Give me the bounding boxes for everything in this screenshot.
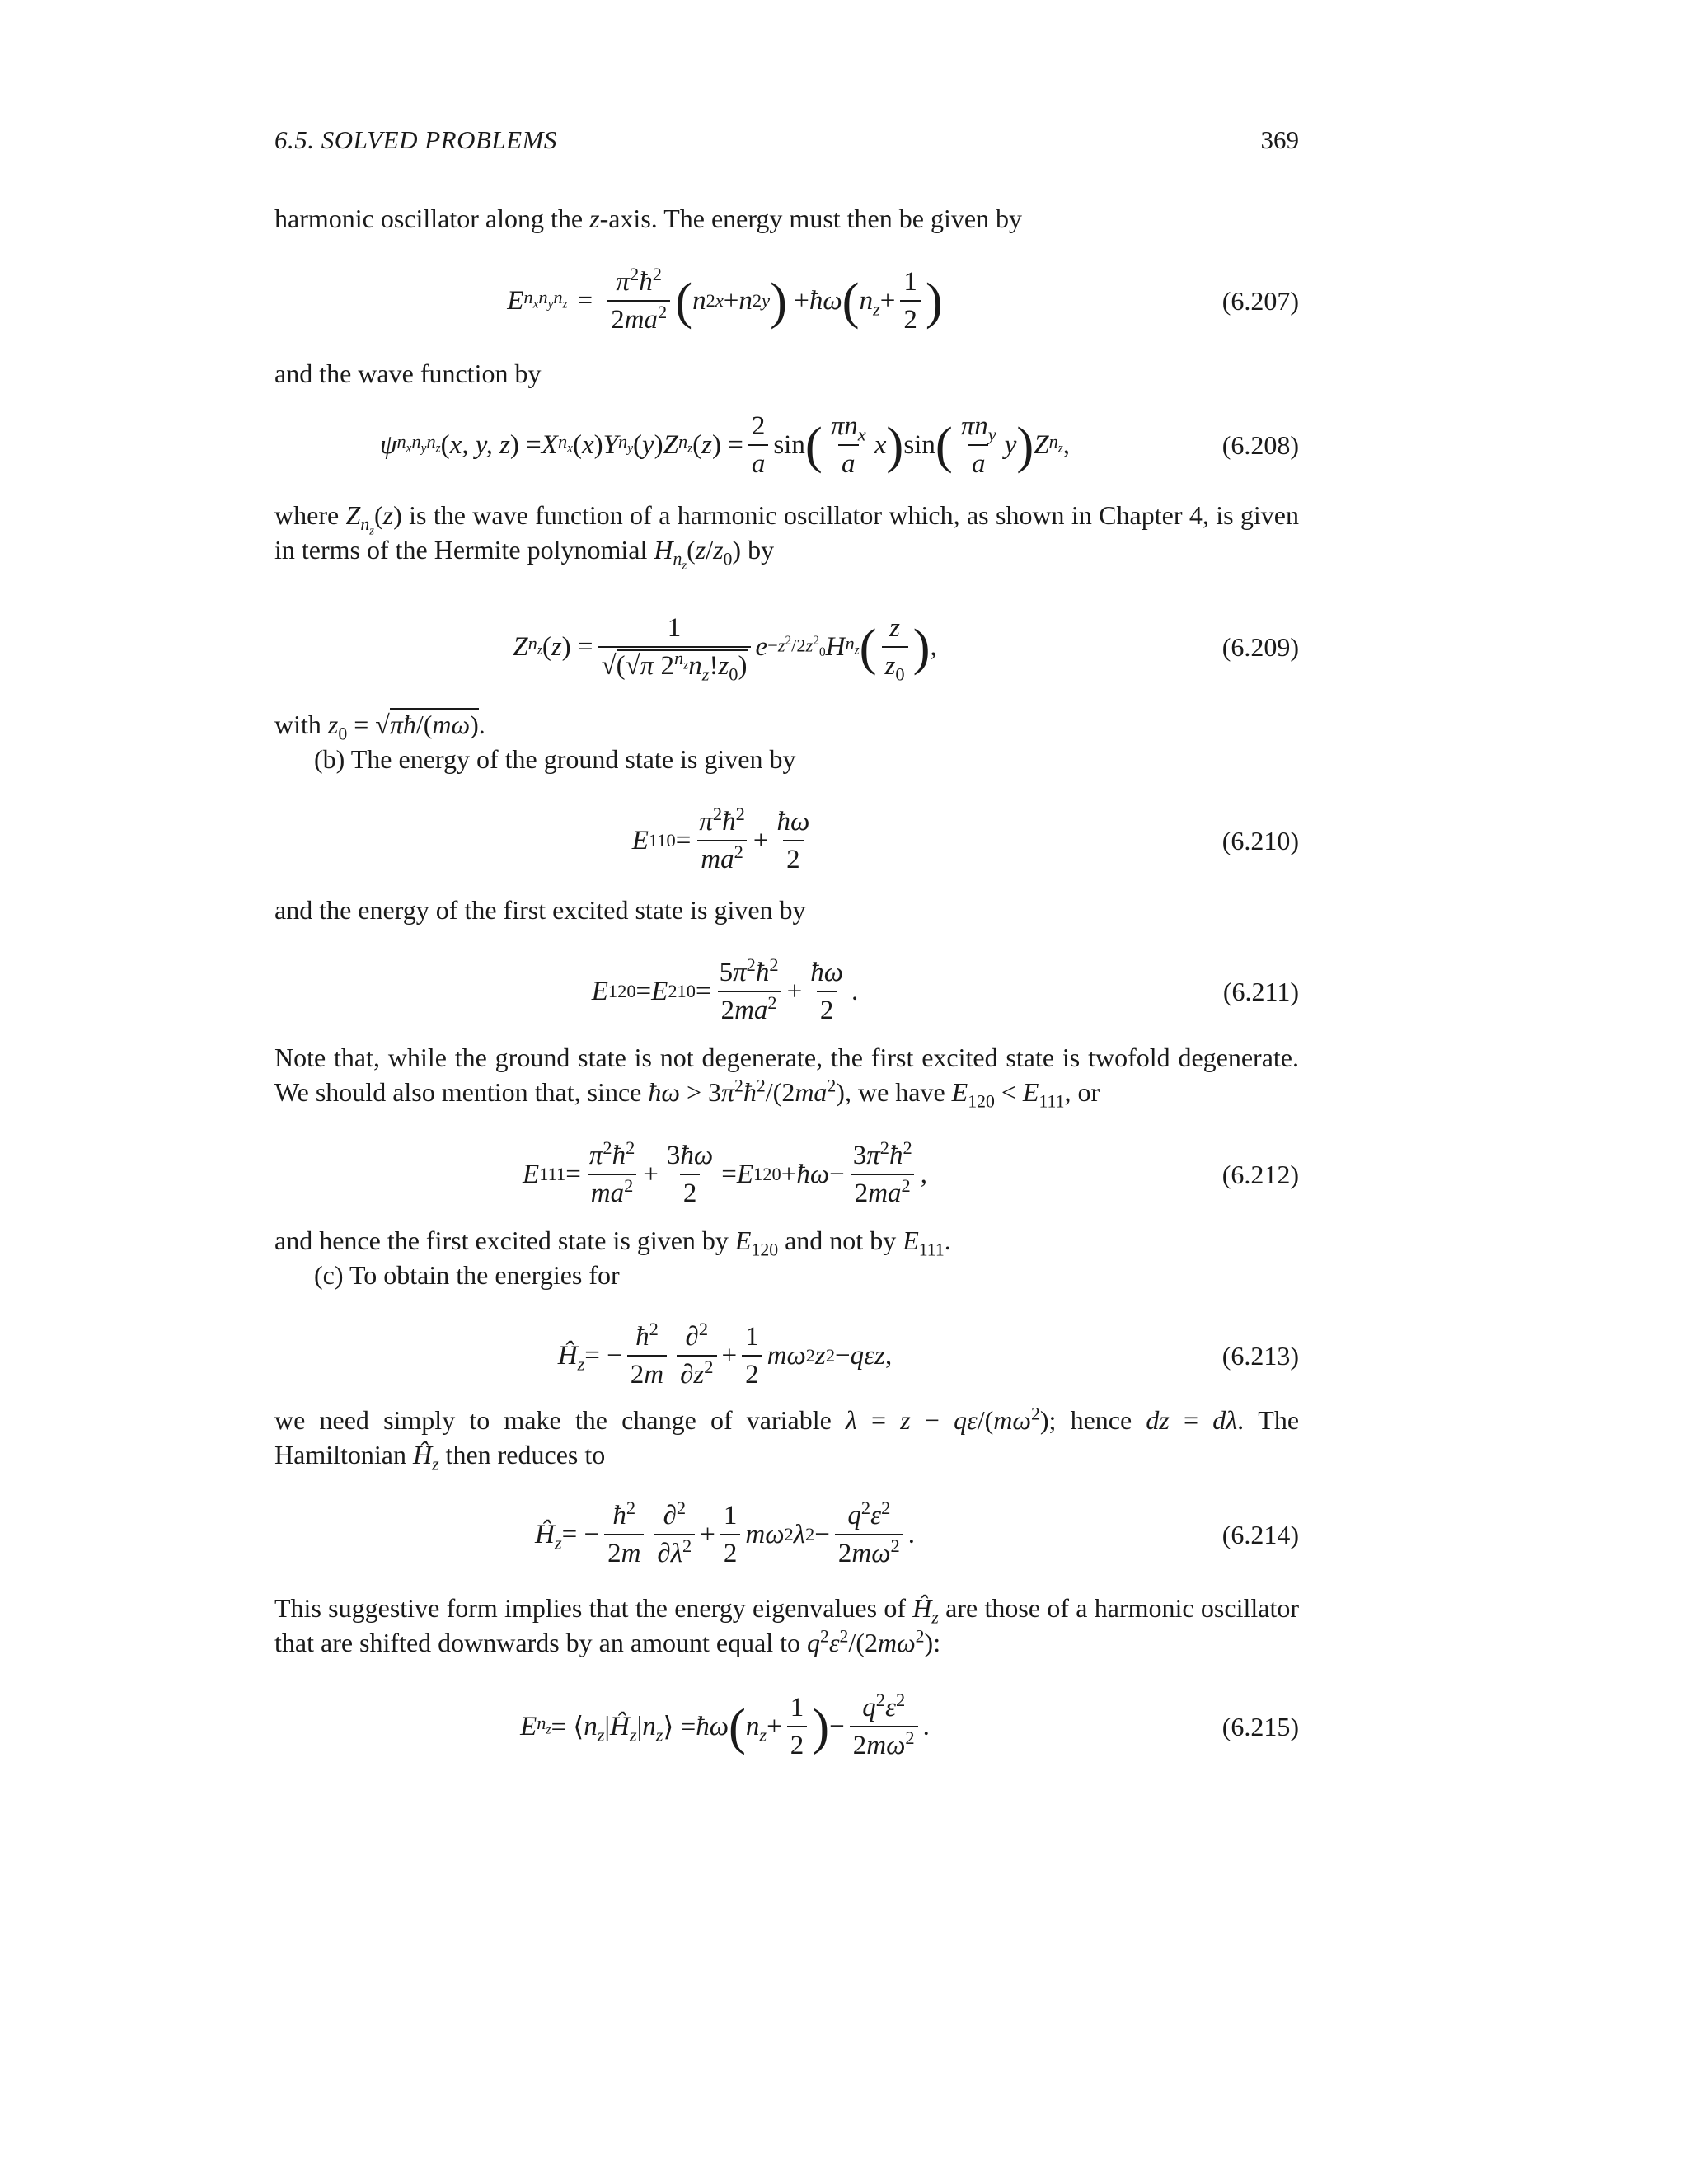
equation-6-214 xyxy=(274,1489,1299,1580)
running-header xyxy=(274,125,1299,162)
paragraph-9: (c) To obtain the energies for xyxy=(314,1260,620,1290)
page-number: 369 xyxy=(1260,125,1299,154)
equation-number: (6.210) xyxy=(1221,825,1299,855)
equation-6-208 xyxy=(274,404,1299,486)
equation-body: ψ $n_xn_yn_z$ ( x, y, z ) = X $n_x$ ( x ) Y $n_y$ ( y ) Z $n_z$ ( z ) = $\frac{2}{a}$ sin ( $\frac{\pi n_x}{a}$ x ) sin ( $\frac{\pi n_y}{a}$ y ) Z $n_z$ , xyxy=(379,410,1071,479)
equation-body: E 120 = E 210 = $\frac{5\pi^2ħ^2}{2ma^2}$ + $\frac{ħ\omega}{2}$ . xyxy=(591,954,859,1025)
equation-6-207 xyxy=(274,251,1299,350)
equation-6-212 xyxy=(274,1129,1299,1220)
paragraph-6: and the energy of the first excited state is given by xyxy=(274,895,806,925)
paragraph-10: we need simply to make the change of variable $\lambda = z - q\varepsilon/(m\omega^2)$; hence dz = dλ. The Hamiltonian $Ĥ_z$ then reduces to xyxy=(274,1404,1300,1474)
equation-number: (6.214) xyxy=(1221,1519,1299,1549)
equation-body: Z $n_z$ ( z ) = $\frac{1}{√(√\pi 2^{n_z}n_z!z_0)}$ e $-z^2/2z^2_0$ H $n_z$ ( $\frac{z}{z_0}$ ) , xyxy=(513,612,937,685)
equation-number: (6.212) xyxy=(1221,1159,1299,1189)
paragraph-4: with $z_0$ = √πħ/(mω). xyxy=(274,710,485,744)
equation-number: (6.213) xyxy=(1221,1340,1299,1371)
equation-number: (6.209) xyxy=(1221,631,1299,662)
equation-number: (6.215) xyxy=(1221,1711,1299,1741)
equation-body: E 110 = $\frac{\pi^2ħ^2}{ma^2}$ + $\frac{ħ\omega}{2}$ xyxy=(631,803,810,874)
paragraph-8: and hence the first excited state is given by $E_{120}$ and not by $E_{111}$. xyxy=(274,1226,951,1260)
equation-6-209 xyxy=(274,602,1299,692)
paragraph-2: and the wave function by xyxy=(274,359,542,388)
equation-body: E $n_xn_yn_z$ = $\frac{\pi^2ħ^2}{2ma^2}$ ( n 2 x + n 2 y ) + ħω ( $n_z$ + $\frac{1}{2}$ ) xyxy=(507,263,943,335)
equation-6-210 xyxy=(274,795,1299,886)
equation-6-215 xyxy=(274,1677,1299,1776)
equation-6-213 xyxy=(274,1310,1299,1401)
paragraph-3: where $Z_{n_z}(z)$ is the wave function of a harmonic oscillator which, as shown in Chapter 4, is given in terms of the Hermite polynomial $H_{n_z}(z/z_0)$ by xyxy=(274,500,1300,573)
equation-body: $Ĥ_z$ = − $\frac{ħ^2}{2m}$ $\frac{\partial^2}{\partial\lambda^2}$ + $\frac{1}{2}$ mω 2 λ 2 − $\frac{q^2\varepsilon^2}{2m\omega^2}$ . xyxy=(535,1497,915,1568)
equation-body: E 111 = $\frac{\pi^2ħ^2}{ma^2}$ + $\frac{3ħ\omega}{2}$ = E 120 + ħω − $\frac{3\pi^2ħ^2}{2ma^2}$ , xyxy=(523,1137,927,1208)
equation-body: E $n_z$ = ⟨ $n_z$ | $Ĥ_z$ | $n_z$ ⟩ = ħω ( $n_z$ + $\frac{1}{2}$ ) − $\frac{q^2\varepsilon^2}{2m\omega^2}$ . xyxy=(520,1689,930,1760)
equation-6-211 xyxy=(274,946,1299,1037)
section-title: 6.5. SOLVED PROBLEMS xyxy=(274,125,557,154)
paragraph-7: Note that, while the ground state is not degenerate, the first excited state is twofold degenerate. We should also mention that, since ħω > $3\pi^2ħ^2/(2ma^2)$, we have $E_{120} < E_{111}$, or xyxy=(274,1043,1299,1112)
paragraph-11: This suggestive form implies that the energy eigenvalues of $Ĥ_z$ are those of a harmonic oscillator that are shifted downwards by an amount equal to $q^2\varepsilon^2/(2m\omega^2)$: xyxy=(274,1593,1300,1657)
paragraph-5: (b) The energy of the ground state is given by xyxy=(314,744,796,774)
equation-body: $Ĥ_z$ = − $\frac{ħ^2}{2m}$ $\frac{\partial^2}{\partial z^2}$ + $\frac{1}{2}$ mω 2 z 2 − qεz , xyxy=(557,1318,893,1390)
equation-number: (6.211) xyxy=(1222,976,1299,1006)
equation-number: (6.208) xyxy=(1221,429,1299,460)
equation-number: (6.207) xyxy=(1221,285,1299,316)
paragraph-1: harmonic oscillator along the z-axis. The energy must then be given by xyxy=(274,204,1023,233)
